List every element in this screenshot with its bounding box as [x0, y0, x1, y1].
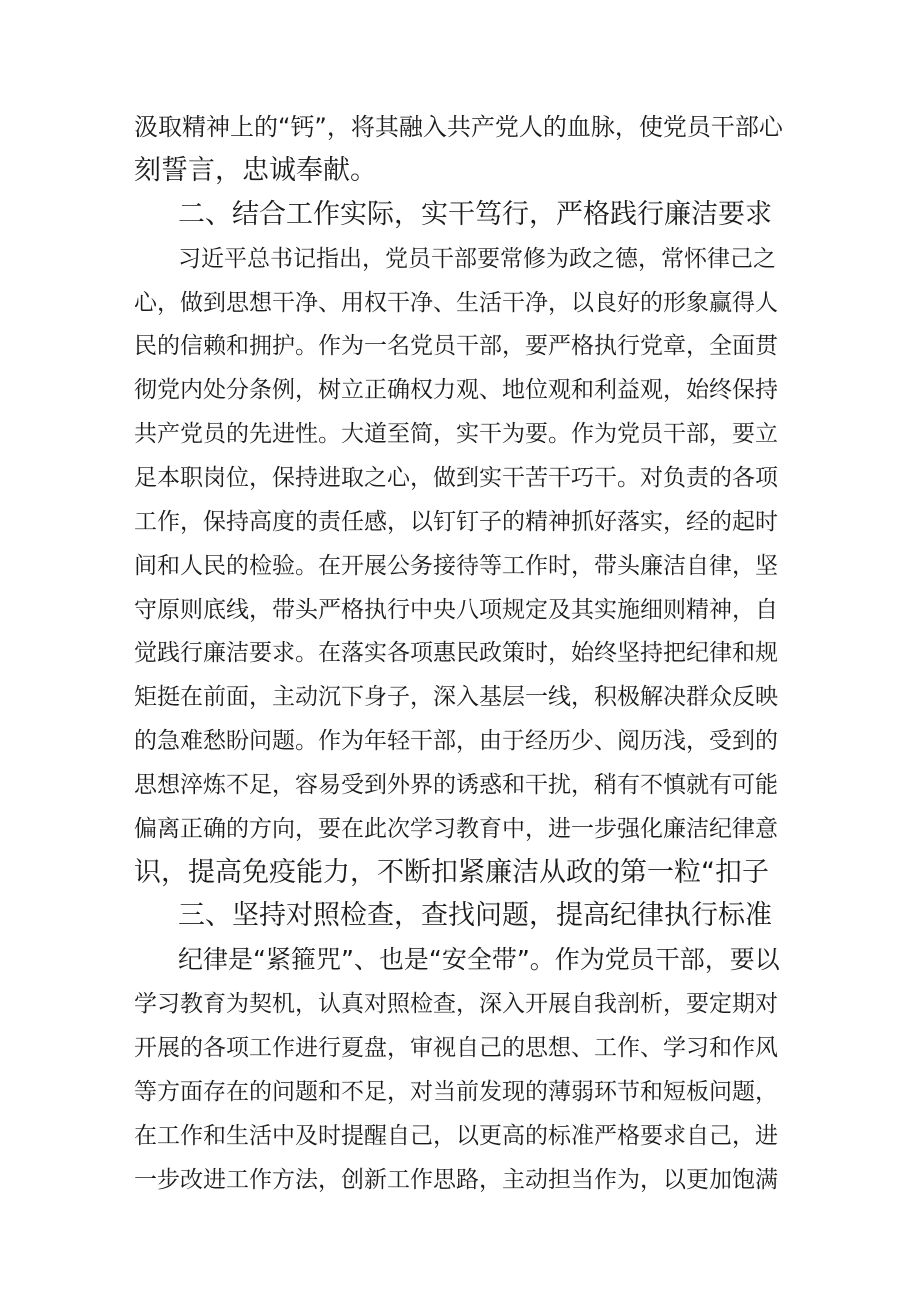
- body-text-line: 心，做到思想干净、用权干净、生活干净，以良好的形象赢得人: [134, 290, 778, 316]
- paragraph-first-line: 纪律是“紧箍咒”、也是“安全带”。作为党员干部，要以: [178, 945, 780, 974]
- body-text-line: 民的信赖和拥护。作为一名党员干部，要严格执行党章，全面贯: [134, 333, 778, 359]
- body-text-line: 等方面存在的问题和不足，对当前发现的薄弱环节和短板问题，: [134, 1079, 778, 1105]
- body-text-line: 共产党员的先进性。大道至简，实干为要。作为党员干部，要立: [134, 421, 778, 447]
- body-text-line: 一步改进工作方法，创新工作思路，主动担当作为，以更加饱满: [134, 1167, 778, 1193]
- body-text-line: 学习教育为契机，认真对照检查，深入开展自我剖析，要定期对: [134, 991, 778, 1017]
- body-text-line: 足本职岗位，保持进取之心，做到实干苦干巧干。对负责的各项: [134, 465, 778, 491]
- section-heading-2: 二、结合工作实际，实干笃行，严格践行廉洁要求: [178, 199, 772, 230]
- body-text-line: 觉践行廉洁要求。在落实各项惠民政策时，始终坚持把纪律和规: [134, 640, 778, 666]
- body-text-line: 工作，保持高度的责任感，以钉钉子的精神抓好落实，经的起时: [134, 509, 778, 535]
- body-text-line: 的急难愁盼问题。作为年轻干部，由于经历少、阅历浅，受到的: [134, 728, 778, 754]
- body-text-line: 思想淬炼不足，容易受到外界的诱惑和干扰，稍有不慎就有可能: [134, 772, 778, 798]
- body-text-line: 彻党内处分条例，树立正确权力观、地位观和利益观，始终保持: [134, 377, 778, 403]
- body-text-line: 刻誓言，忠诚奉献。: [134, 155, 377, 186]
- body-text-line: 汲取精神上的“钙”，将其融入共产党人的血脉，使党员干部心: [134, 113, 783, 141]
- body-text-line: 偏离正确的方向，要在此次学习教育中，进一步强化廉洁纪律意: [134, 816, 778, 842]
- body-text-line: 开展的各项工作进行夏盘，审视自己的思想、工作、学习和作风: [134, 1035, 778, 1061]
- body-text-line: 矩挺在前面，主动沉下身子，深入基层一线，积极解决群众反映: [134, 684, 778, 710]
- paragraph-first-line: 习近平总书记指出，党员干部要常修为政之德，常怀律己之: [178, 246, 776, 272]
- body-text-line: 间和人民的检验。在开展公务接待等工作时，带头廉洁自律，坚: [134, 553, 778, 579]
- body-text-line: 识，提高免疫能力，不断扣紧廉洁从政的第一粒“扣子: [134, 857, 769, 888]
- body-text-line: 在工作和生活中及时提醒自己，以更高的标准严格要求自己，进: [134, 1123, 778, 1149]
- body-text-line: 守原则底线，带头严格执行中央八项规定及其实施细则精神，自: [134, 597, 778, 623]
- section-heading-3: 三、坚持对照检查，查找问题，提高纪律执行标准: [178, 900, 772, 931]
